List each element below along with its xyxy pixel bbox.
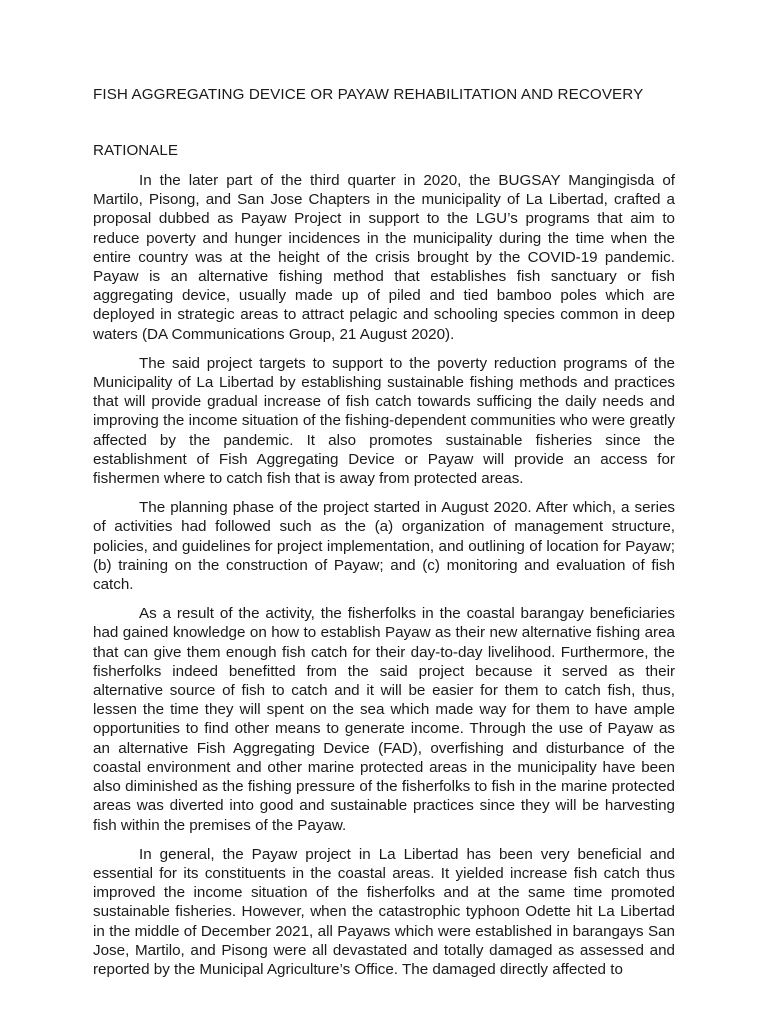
document-title: FISH AGGREGATING DEVICE OR PAYAW REHABILITATION AND RECOVERY [93, 86, 644, 103]
paragraph-1: In the later part of the third quarter in 2020, the BUGSAY Mangingisda of Martilo, Pisong, and San Jose Chapters in the municipality of La Libertad, crafted a proposal dubbed as Payaw Project in support to the LGU’s programs that aim to reduce poverty and hunger incidences in the municipality during the time when the entire country was at the height of the crisis brought by the COVID-19 pandemic. Payaw is an alternative fishing method that establishes fish sanctuary or fish aggregating device, usually made up of piled and tied bamboo poles which are deployed in strategic areas to attract pelagic and schooling species common in deep waters (DA Communications Group, 21 August 2020). [93, 172, 675, 343]
paragraph-3: The planning phase of the project started in August 2020. After which, a series of activities had followed such as the (a) organization of management structure, policies, and guidelines for project implementation, and outlining of location for Payaw; (b) training on the construction of Payaw; and (c) monitoring and evaluation of fish catch. [93, 499, 675, 594]
document-body [93, 171, 675, 989]
paragraph-2: The said project targets to support to the poverty reduction programs of the Municipality of La Libertad by establishing sustainable fishing methods and practices that will provide gradual increase of fish catch towards sufficing the daily needs and improving the income situation of the fishing-dependent communities who were greatly affected by the pandemic. It also promotes sustainable fisheries since the establishment of Fish Aggregating Device or Payaw will provide an access for fishermen where to catch fish that is away from protected areas. [93, 354, 675, 488]
paragraph-4: As a result of the activity, the fisherfolks in the coastal barangay beneficiaries had gained knowledge on how to establish Payaw as their new alternative fishing area that can give them enough fish catch for their day-to-day livelihood. Furthermore, the fisherfolks indeed benefitted from the said project because it served as their alternative source of fish to catch and it will be easier for them to catch fish, thus, lessen the time they will spent on the sea which made way for them to have ample opportunities to find other means to generate income. Through the use of Payaw as an alternative Fish Aggregating Device (FAD), overfishing and disturbance of the coastal environment and other marine protected areas in the municipality have been also diminished as the fishing pressure of the fisherfolks to fish in the marine protected areas was diverted into good and sustainable practices since they will be harvesting fish within the premises of the Payaw. [93, 605, 675, 834]
section-heading-rationale: RATIONALE [93, 142, 178, 159]
paragraph-5: In general, the Payaw project in La Libertad has been very beneficial and essential for its constituents in the coastal areas. It yielded increase fish catch thus improved the income situation of the fisherfolks and at the same time promoted sustainable fisheries. However, when the catastrophic typhoon Odette hit La Libertad in the middle of December 2021, all Payaws which were established in barangays San Jose, Martilo, and Pisong were all devastated and totally damaged as assessed and reported by the Municipal Agriculture’s Office. The damaged directly affected to [93, 845, 675, 978]
